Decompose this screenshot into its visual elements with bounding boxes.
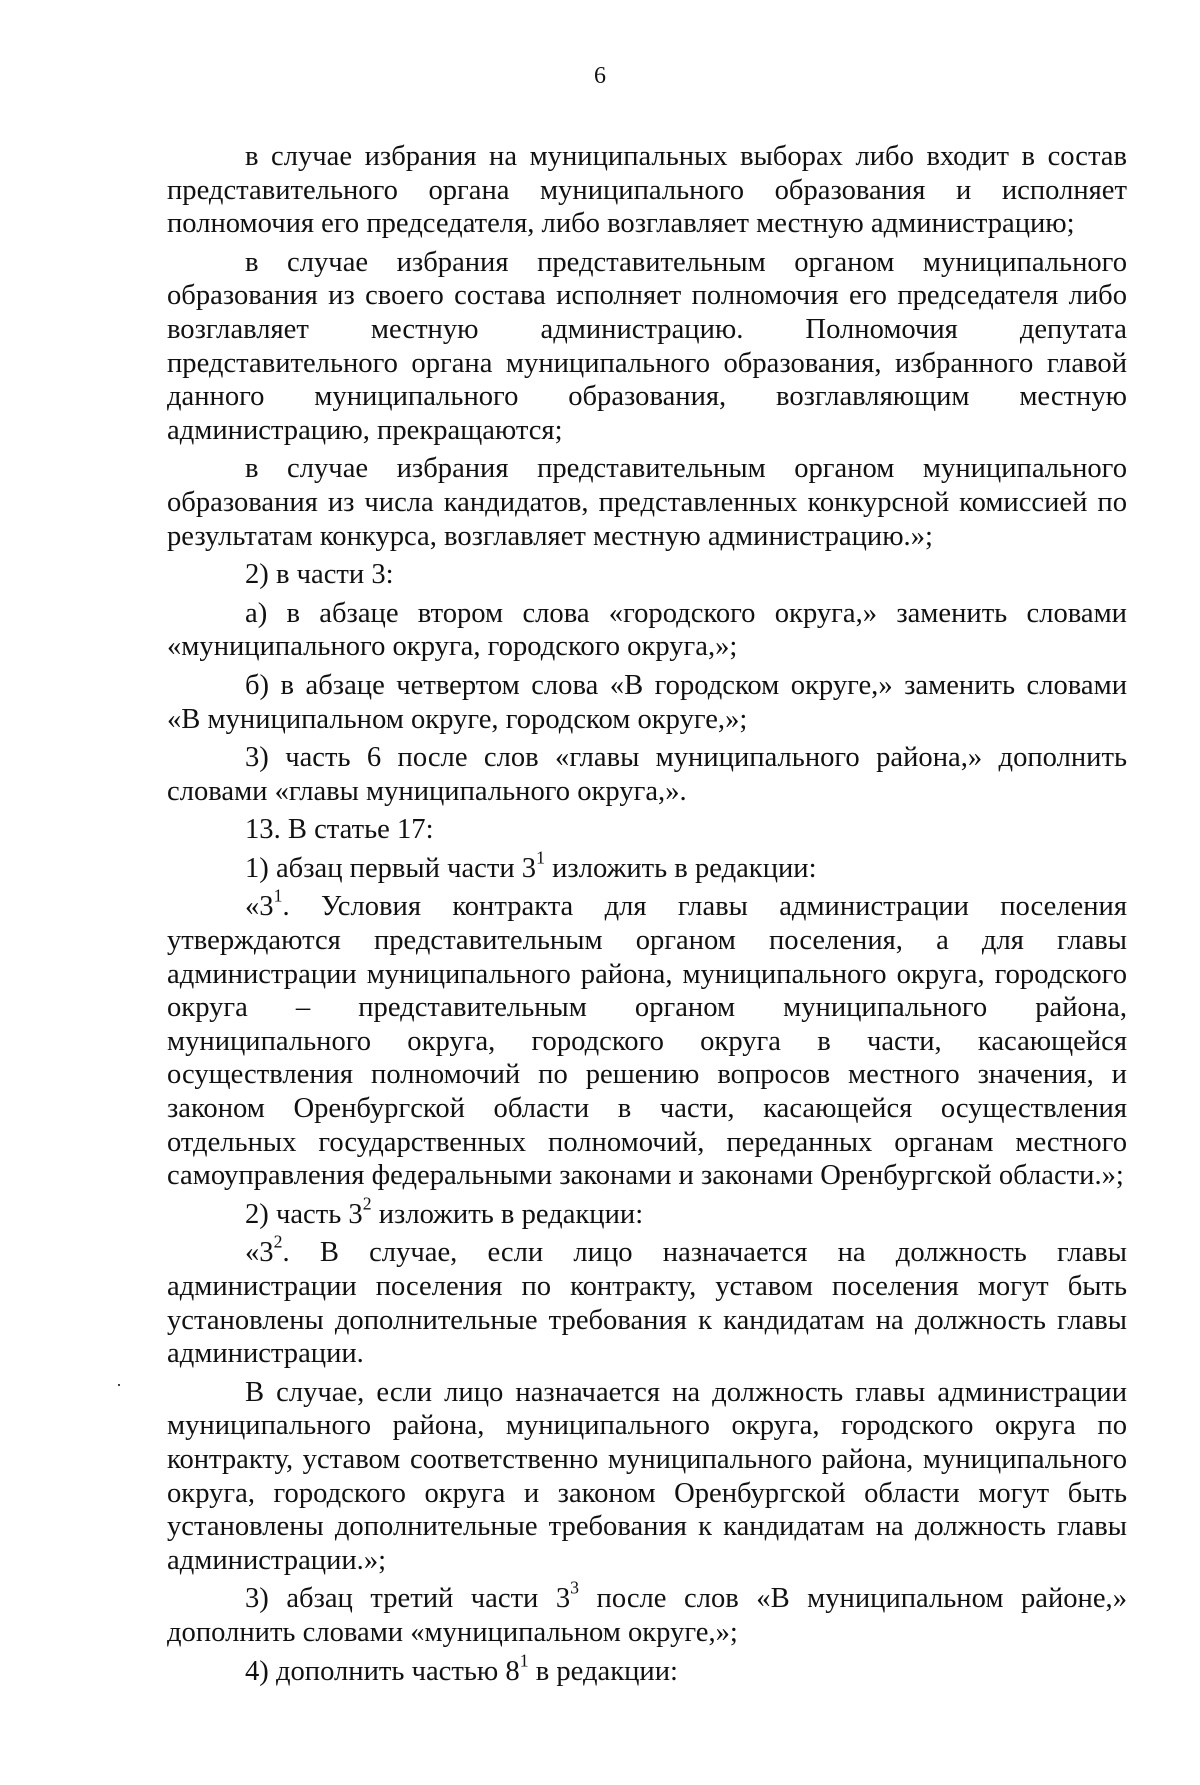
paragraph: б) в абзаце четвертом слова «В городском округе,» заменить словами «В муниципальном округе, городском округе,»;: [167, 669, 1127, 735]
superscript: 1: [519, 1650, 529, 1671]
paragraph: 2) в части 3:: [245, 559, 394, 591]
paragraph: в случае избрания представительным органом муниципального образования из числа кандидатов, представленных конкурсной комиссией по результатам конкурса, возглавляет местную администрацию.»;: [167, 453, 1127, 552]
paragraph-text: «3: [245, 1237, 274, 1269]
paragraph: В случае, если лицо назначается на должность главы администрации муниципального района, муниципального округа, городского округа по контракту, уставом соответственно муниципального района, муниципального округа, городского округа и законом Оренбургской области могут быть установлены дополнительные требования к кандидатам на должность главы администрации.»;: [167, 1376, 1127, 1576]
page-number: 6: [594, 63, 606, 89]
paragraph-text: изложить в редакции:: [544, 852, 817, 884]
paragraph-text: 1) абзац первый части 3: [245, 852, 537, 884]
paragraph-text: . Условия контракта для главы администрации поселения утверждаются представительным органом поселения, а для главы администрации муниципального района, муниципального округа, городского округа – представительным органом муниципального района, муниципального округа, городского округа в части, касающейся осуществления полномочий по решению вопросов местного значения, и законом Оренбургской области в части, касающейся осуществления отдельных государственных полномочий, переданных органам местного самоуправления федеральными законами и законами Оренбургской области.»;: [167, 891, 1127, 1192]
paragraph: [167, 886, 1127, 1192]
paragraph: [167, 1232, 1127, 1370]
superscript: 1: [536, 847, 545, 868]
paragraph: [167, 1578, 1127, 1649]
scan-speck: [118, 1384, 120, 1386]
paragraph: [167, 1193, 1127, 1232]
paragraph-text: 2) часть 3: [245, 1198, 363, 1230]
paragraph-text: после слов «В муниципальном районе,» дополнить словами «муниципальном округе,»;: [167, 1583, 1127, 1648]
paragraph-text: «3: [245, 891, 274, 923]
paragraph: а) в абзаце втором слова «городского округа,» заменить словами «муниципального округа, городского округа,»;: [167, 597, 1127, 663]
paragraph-text: 3) абзац третий части 3: [245, 1583, 571, 1615]
paragraph: [167, 1650, 1127, 1689]
superscript: 3: [570, 1578, 580, 1599]
paragraph-text: в редакции:: [528, 1655, 678, 1687]
paragraph: в случае избрания на муниципальных выборах либо входит в состав представительного органа муниципального образования и исполняет полномочия его председателя, либо возглавляет местную администрацию;: [167, 141, 1127, 240]
paragraph-text: . В случае, если лицо назначается на должность главы администрации поселения по контракту, уставом поселения могут быть установлены дополнительные требования к кандидатам на должность главы администрации.: [167, 1237, 1127, 1370]
paragraph-text: 4) дополнить частью 8: [245, 1655, 520, 1687]
superscript: 1: [273, 886, 283, 907]
paragraph: 3) часть 6 после слов «главы муниципального района,» дополнить словами «главы муниципального округа,».: [167, 742, 1127, 807]
document-body: [167, 140, 1127, 1688]
superscript: 2: [273, 1232, 283, 1253]
paragraph: [167, 847, 1127, 886]
paragraph: 13. В статье 17:: [245, 814, 434, 846]
paragraph-text: изложить в редакции:: [371, 1198, 644, 1230]
paragraph: в случае избрания представительным органом муниципального образования из своего состава исполняет полномочия его председателя либо возглавляет местную администрацию. Полномочия депутата представительного органа муниципального образования, избранного главой данного муниципального образования, возглавляющим местную администрацию, прекращаются;: [167, 246, 1127, 446]
superscript: 2: [362, 1193, 372, 1214]
